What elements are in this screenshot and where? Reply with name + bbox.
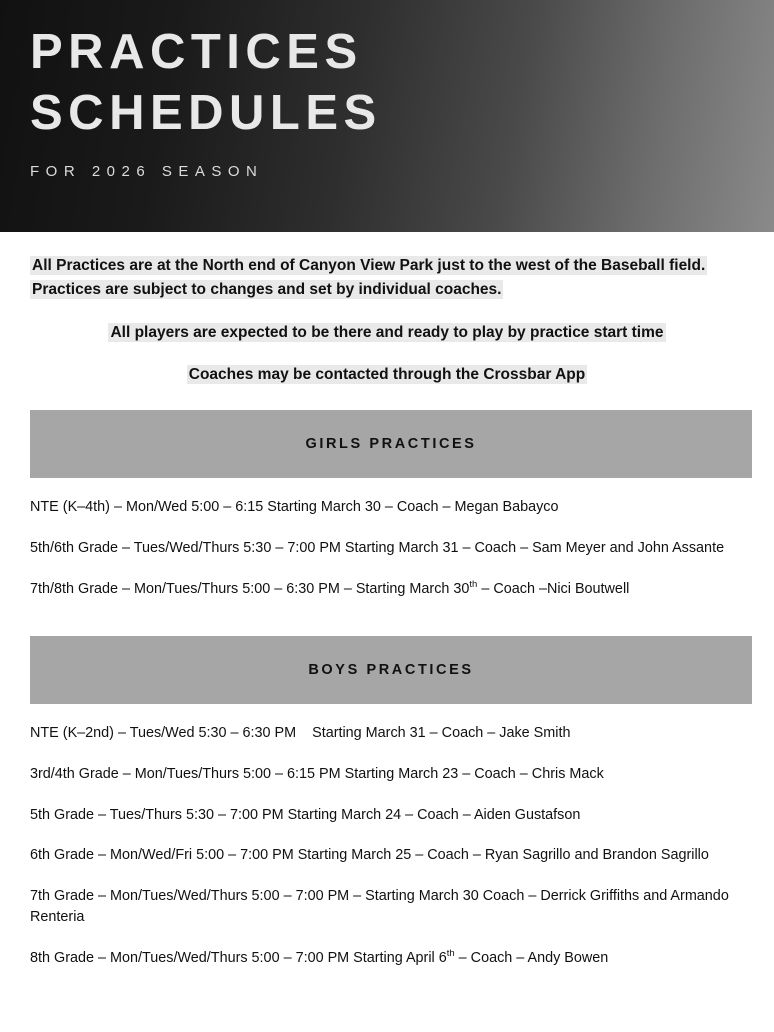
- page-subtitle: FOR 2026 SEASON: [30, 163, 264, 181]
- girls-section-header: [30, 410, 752, 478]
- girls-practices-section: [0, 410, 774, 600]
- list-item: NTE (K–2nd) – Tues/Wed 5:30 – 6:30 PM Starting March 31 – Coach – Jake Smith: [30, 724, 571, 741]
- page-title-line-1: PRACTICES: [30, 25, 363, 79]
- list-item: 5th Grade – Tues/Thurs 5:30 – 7:00 PM Starting March 24 – Coach – Aiden Gustafson: [30, 806, 581, 823]
- list-item: 8th Grade – Mon/Tues/Wed/Thurs 5:00 – 7:00 PM Starting April 6th – Coach – Andy Bowen: [30, 948, 609, 967]
- boys-practices-section: [0, 636, 774, 969]
- girls-practice-list: [0, 497, 774, 600]
- intro-paragraph-contact-text: Coaches may be contacted through the Crossbar App: [188, 365, 586, 383]
- list-item: 3rd/4th Grade – Mon/Tues/Thurs 5:00 – 6:15 PM Starting March 23 – Coach – Chris Mack: [30, 765, 604, 782]
- intro-paragraph-expectations-text: All players are expected to be there and ready to play by practice start time: [110, 324, 664, 342]
- boys-section-header-label: BOYS PRACTICES: [308, 661, 474, 678]
- list-item: 5th/6th Grade – Tues/Wed/Thurs 5:30 – 7:00 PM Starting March 31 – Coach – Sam Meyer and John Assante: [30, 540, 725, 557]
- list-item: NTE (K–4th) – Mon/Wed 5:00 – 6:15 Starting March 30 – Coach – Megan Babayco: [30, 499, 559, 516]
- girls-section-header-label: GIRLS PRACTICES: [305, 436, 477, 453]
- list-item: 7th Grade – Mon/Tues/Wed/Thurs 5:00 – 7:00 PM – Starting March 30 Coach – Derrick Griffiths and Armando Renteria: [30, 888, 729, 926]
- header-banner: [0, 0, 774, 232]
- intro-paragraph-contact: [30, 363, 744, 387]
- page-title: [30, 25, 744, 140]
- list-item: 6th Grade – Mon/Wed/Fri 5:00 – 7:00 PM Starting March 25 – Coach – Ryan Sagrillo and Brandon Sagrillo: [30, 847, 709, 864]
- boys-section-header: [30, 636, 752, 704]
- page-title-line-2: SCHEDULES: [30, 85, 382, 140]
- intro-section: [0, 232, 774, 386]
- intro-paragraph-expectations: [30, 321, 744, 345]
- intro-paragraph-location: [30, 254, 744, 301]
- boys-practice-list: [0, 723, 774, 969]
- list-item: 7th/8th Grade – Mon/Tues/Thurs 5:00 – 6:30 PM – Starting March 30th – Coach –Nici Boutwell: [30, 579, 630, 597]
- intro-paragraph-location-text: All Practices are at the North end of Canyon View Park just to the west of the Baseball field. Practices are subject to changes and set by individual coaches.: [32, 257, 706, 298]
